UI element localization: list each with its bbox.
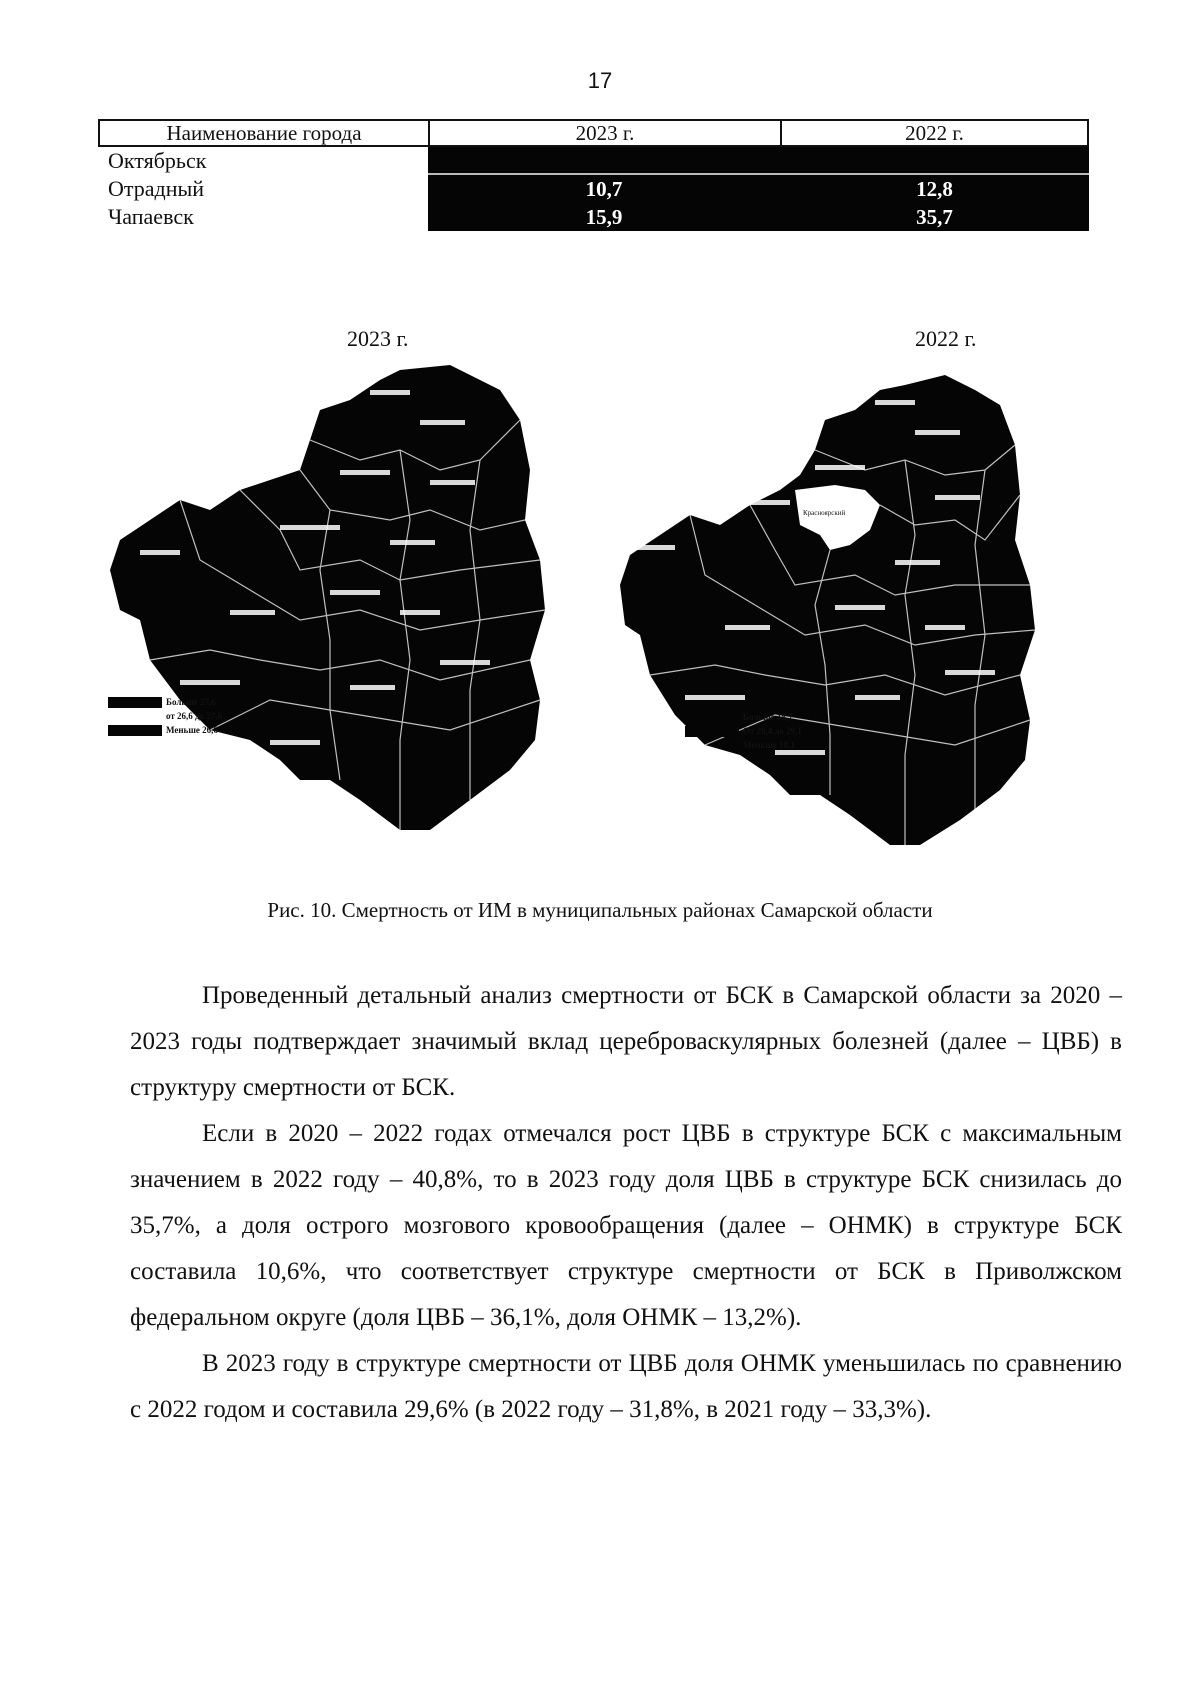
map-year-2022: 2022 г. xyxy=(915,326,977,351)
paragraph: Проведенный детальный анализ смертности от БСК в Самарской области за 2020 – 2023 годы подтверждает значимый вклад цереброваскулярных болезней (далее – ЦВБ) в структуру смертности от БСК. xyxy=(130,982,1122,1101)
map-2023 xyxy=(100,360,560,840)
region-silhouette xyxy=(620,375,1035,845)
value-2022 xyxy=(780,147,1089,175)
legend-item xyxy=(108,695,222,709)
header-2023: 2023 г. xyxy=(430,121,782,145)
region-label: Красноярский xyxy=(803,509,846,517)
paragraph: Если в 2020 – 2022 годах отмечался рост ЦВБ в структуре БСК с максимальным значением в 2022 году – 40,8%, то в 2023 году доля ЦВБ в структуре БСК снизилась до 35,7%, а доля острого мозгового кровообращения (далее – ОНМК) в структуре БСК составила 10,6%, что соответствует структуре смертности от БСК в Приволжском федеральном округе (доля ЦВБ – 36,1%, доля ОНМК – 13,2%). xyxy=(130,1120,1122,1331)
legend-swatch xyxy=(108,711,162,722)
legend-item xyxy=(685,710,802,724)
region-silhouette xyxy=(110,365,545,830)
legend-swatch xyxy=(685,712,739,723)
city-name: Октябрьск xyxy=(108,148,207,173)
legend-swatch xyxy=(685,726,739,737)
city-name: Отрадный xyxy=(108,176,205,201)
legend-swatch xyxy=(685,740,739,751)
legend-label: От 28,4 до 29,1 xyxy=(743,726,802,736)
city-table xyxy=(98,119,1089,231)
body-text xyxy=(130,973,1122,1433)
legend-label: Больше 27,6 xyxy=(166,697,216,707)
value-2023: 10,7 xyxy=(428,175,780,203)
map-year-2023: 2023 г. xyxy=(347,326,409,351)
legend-label: от 26,6 до 27,6 xyxy=(166,711,223,721)
legend-item xyxy=(108,723,222,737)
legend-item xyxy=(108,709,222,723)
page-number: 17 xyxy=(587,68,613,93)
legend-swatch xyxy=(108,697,162,708)
map-2022 xyxy=(615,375,1075,855)
value-2022: 12,8 xyxy=(780,175,1089,203)
legend-swatch xyxy=(108,725,162,736)
table-header xyxy=(98,119,1089,147)
legend-item xyxy=(685,738,802,752)
value-2023 xyxy=(428,147,780,175)
value-2023: 15,9 xyxy=(428,203,780,231)
legend-label: Больше 18,7 xyxy=(743,712,793,722)
legend-label: Меньше 26,6 xyxy=(166,725,218,735)
legend-2022 xyxy=(685,710,802,752)
legend-item xyxy=(685,724,802,738)
value-2022: 35,7 xyxy=(780,203,1089,231)
city-name: Чапаевск xyxy=(108,204,194,229)
table-row xyxy=(98,147,1089,175)
paragraph: В 2023 году в структуре смертности от ЦВБ доля ОНМК уменьшилась по сравнению с 2022 годом и составила 29,6% (в 2022 году – 31,8%, в 2021 году – 33,3%). xyxy=(130,1350,1122,1423)
header-city: Наименование города xyxy=(100,121,430,145)
table-row xyxy=(98,175,1089,203)
figure-caption: Рис. 10. Смертность от ИМ в муниципальных районах Самарской области xyxy=(267,898,933,922)
header-2022: 2022 г. xyxy=(905,121,964,145)
legend-2023 xyxy=(108,695,222,737)
table-row xyxy=(98,203,1089,231)
legend-label: Меньше 18,1 xyxy=(743,740,795,750)
